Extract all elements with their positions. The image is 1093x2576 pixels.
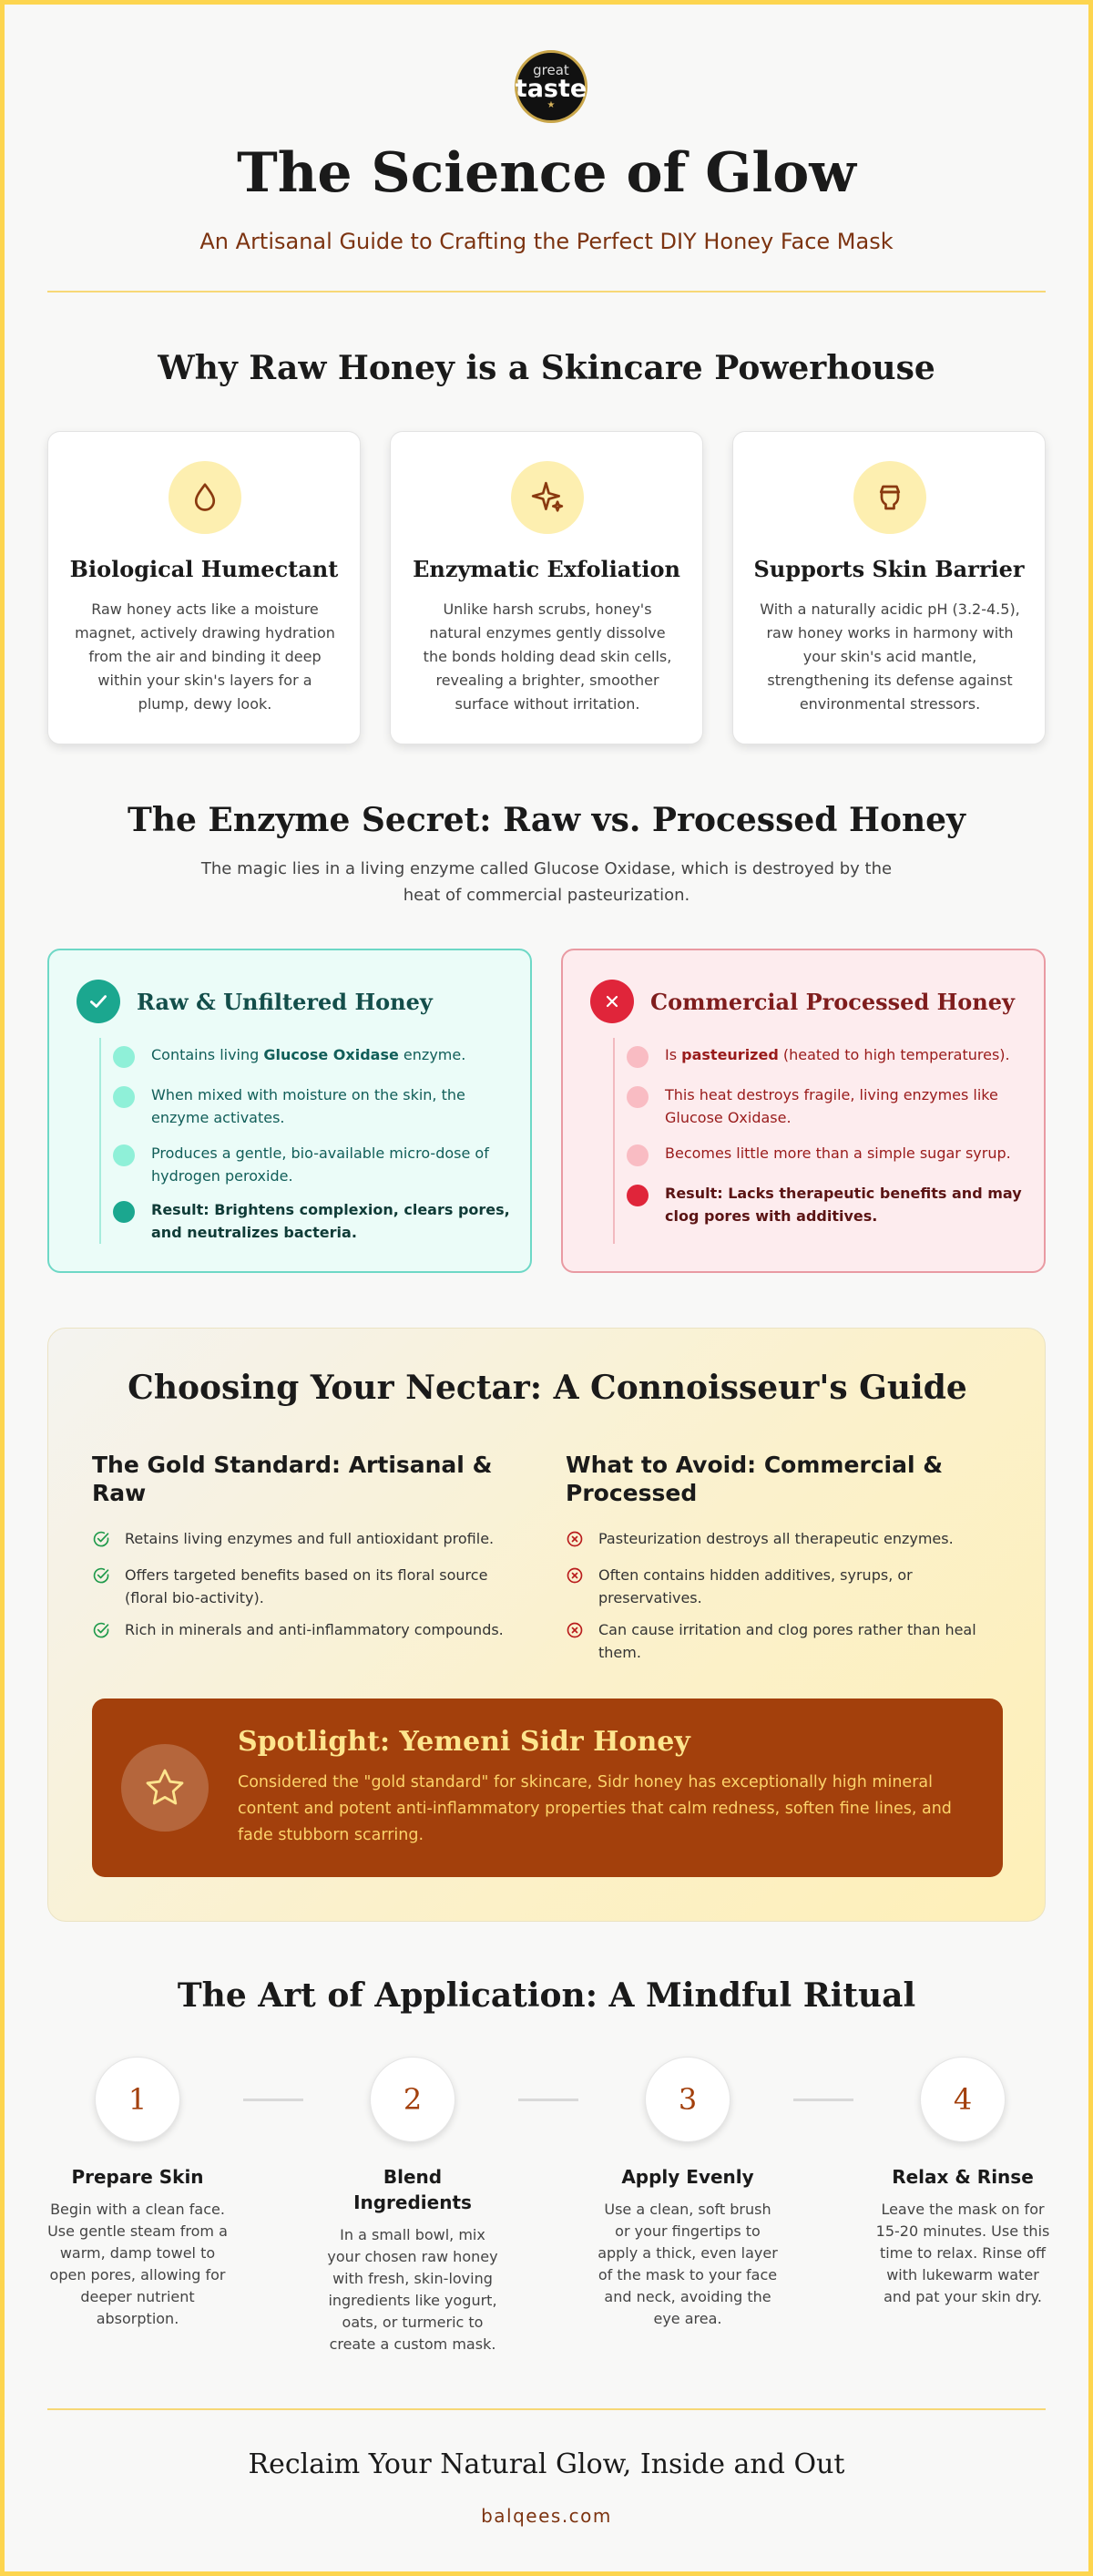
logo-line-2: taste	[515, 74, 587, 103]
processed-honey-title: Commercial Processed Honey	[650, 989, 1015, 1015]
great-taste-logo	[515, 50, 587, 123]
step-number: 3	[645, 2057, 730, 2142]
avoid-text: Pasteurization destroys all therapeutic enzymes.	[598, 1530, 954, 1547]
gold-standard-text: Rich in minerals and anti-inflammatory compounds.	[125, 1621, 504, 1638]
footer-divider	[47, 2408, 1046, 2410]
processed-result-text: Result: Lacks therapeutic benefits and may clog pores with additives.	[665, 1185, 1022, 1225]
step-text: In a small bowl, mix your chosen raw honey with fresh, skin-loving ingredients like yogurt, oats, or turmeric to create a custom mask.	[327, 2226, 498, 2353]
bullet-icon	[113, 1046, 135, 1068]
step-title: Blend Ingredients	[353, 2166, 472, 2213]
step-title: Relax & Rinse	[892, 2166, 1034, 2188]
benefit-card-humectant	[47, 431, 361, 744]
raw-item-text: Contains living	[151, 1046, 264, 1063]
benefit-card-text: Raw honey acts like a moisture magnet, actively drawing hydration from the air and binding it deep within your skin's layers for a plump, dewy look.	[75, 600, 335, 713]
raw-item-bold: Glucose Oxidase	[263, 1046, 399, 1063]
processed-item-text: Is	[665, 1046, 682, 1063]
step-connector	[793, 2099, 853, 2101]
step-number: 2	[370, 2057, 455, 2142]
benefits-title: Why Raw Honey is a Skincare Powerhouse	[158, 349, 935, 387]
footer-website-link[interactable]: balqees.com	[481, 2505, 612, 2527]
benefit-card-skin-barrier	[732, 431, 1046, 744]
check-circle-icon	[92, 1621, 110, 1639]
spotlight-text: Considered the "gold standard" for skincare, Sidr honey has exceptionally high mineral content and potent anti-inflammatory properties that calm redness, soften fine lines, and fade stubborn scarring.	[238, 1773, 952, 1844]
check-circle-icon	[92, 1566, 110, 1585]
step-text: Use a clean, soft brush or your fingertips to apply a thick, even layer of the mask to your face and neck, avoiding the eye area.	[598, 2201, 778, 2327]
raw-item-text: When mixed with moisture on the skin, the enzyme activates.	[151, 1086, 465, 1126]
droplet-icon	[169, 461, 241, 534]
step-text: Begin with a clean face. Use gentle steam from a warm, damp towel to open pores, allowing for deeper nutrient absorption.	[47, 2201, 228, 2327]
step-title: Apply Evenly	[621, 2166, 754, 2188]
x-circle-icon	[566, 1621, 584, 1639]
check-circle-icon	[92, 1530, 110, 1548]
spotlight-banner	[92, 1699, 1003, 1877]
bullet-icon	[113, 1086, 135, 1108]
gold-standard-title: The Gold Standard: Artisanal & Raw	[92, 1452, 493, 1506]
header-divider	[47, 291, 1046, 292]
raw-item-text: enzyme.	[398, 1046, 466, 1063]
check-icon	[77, 980, 120, 1023]
processed-timeline	[613, 1038, 615, 1244]
bullet-icon	[627, 1046, 649, 1068]
raw-result-text: Result: Brightens complexion, clears pores, and neutralizes bacteria.	[151, 1201, 510, 1241]
raw-honey-box	[47, 949, 532, 1273]
avoid-text: Can cause irritation and clog pores rather than heal them.	[598, 1621, 976, 1661]
benefit-card-text: With a naturally acidic pH (3.2-4.5), raw honey works in harmony with your skin's acid mantle, strengthening its defense against environmental stressors.	[760, 600, 1020, 713]
processed-item-text: (heated to high temperatures).	[778, 1046, 1010, 1063]
nectar-guide	[47, 1328, 1046, 1922]
spotlight-title: Spotlight: Yemeni Sidr Honey	[238, 1726, 690, 1758]
application-title: The Art of Application: A Mindful Ritual	[177, 1976, 916, 2015]
processed-honey-box	[561, 949, 1046, 1273]
x-circle-icon	[566, 1530, 584, 1548]
processed-item-bold: pasteurized	[681, 1046, 779, 1063]
step-number: 4	[920, 2057, 1006, 2142]
step-title: Prepare Skin	[71, 2166, 204, 2188]
bullet-icon	[113, 1201, 135, 1223]
page-title: The Science of Glow	[237, 141, 856, 205]
x-icon	[590, 980, 634, 1023]
page-subtitle: An Artisanal Guide to Crafting the Perfect DIY Honey Face Mask	[199, 229, 894, 254]
step-connector	[243, 2099, 303, 2101]
benefit-card-title: Enzymatic Exfoliation	[413, 556, 680, 582]
bullet-icon	[627, 1086, 649, 1108]
benefit-card-exfoliation	[390, 431, 703, 744]
gold-standard-text: Retains living enzymes and full antioxidant profile.	[125, 1530, 495, 1547]
raw-timeline	[99, 1038, 101, 1244]
enzyme-title: The Enzyme Secret: Raw vs. Processed Honey	[128, 801, 965, 839]
bullet-icon	[627, 1144, 649, 1166]
footer-title: Reclaim Your Natural Glow, Inside and Out	[248, 2448, 845, 2480]
bullet-icon	[113, 1144, 135, 1166]
avoid-title: What to Avoid: Commercial & Processed	[566, 1452, 944, 1506]
raw-item-text: Produces a gentle, bio-available micro-dose of hydrogen peroxide.	[151, 1144, 489, 1185]
star-icon	[121, 1744, 209, 1832]
x-circle-icon	[566, 1566, 584, 1585]
step-text: Leave the mask on for 15-20 minutes. Use this time to relax. Rinse off with lukewarm water and pat your skin dry.	[875, 2201, 1050, 2305]
benefit-card-title: Biological Humectant	[69, 556, 339, 582]
gold-standard-text: Offers targeted benefits based on its floral source (floral bio-activity).	[125, 1566, 488, 1606]
logo-star-icon: ★	[546, 99, 556, 110]
benefit-card-title: Supports Skin Barrier	[753, 556, 1025, 582]
sparkle-icon	[511, 461, 584, 534]
logo-line-1: great	[533, 61, 569, 78]
bullet-icon	[627, 1185, 649, 1206]
processed-item-text: This heat destroys fragile, living enzymes like Glucose Oxidase.	[665, 1086, 998, 1126]
raw-honey-title: Raw & Unfiltered Honey	[137, 989, 433, 1015]
processed-item-text: Becomes little more than a simple sugar syrup.	[665, 1144, 1011, 1162]
avoid-text: Often contains hidden additives, syrups, or preservatives.	[598, 1566, 913, 1606]
step-number: 1	[95, 2057, 180, 2142]
step-connector	[518, 2099, 578, 2101]
guide-title: Choosing Your Nectar: A Connoisseur's Guide	[128, 1369, 967, 1407]
honey-pot-icon	[853, 461, 926, 534]
enzyme-intro: The magic lies in a living enzyme called Glucose Oxidase, which is destroyed by the heat of commercial pasteurization.	[200, 859, 893, 905]
benefit-card-text: Unlike harsh scrubs, honey's natural enzymes gently dissolve the bonds holding dead skin cells, revealing a brighter, smoother surface without irritation.	[423, 600, 672, 713]
